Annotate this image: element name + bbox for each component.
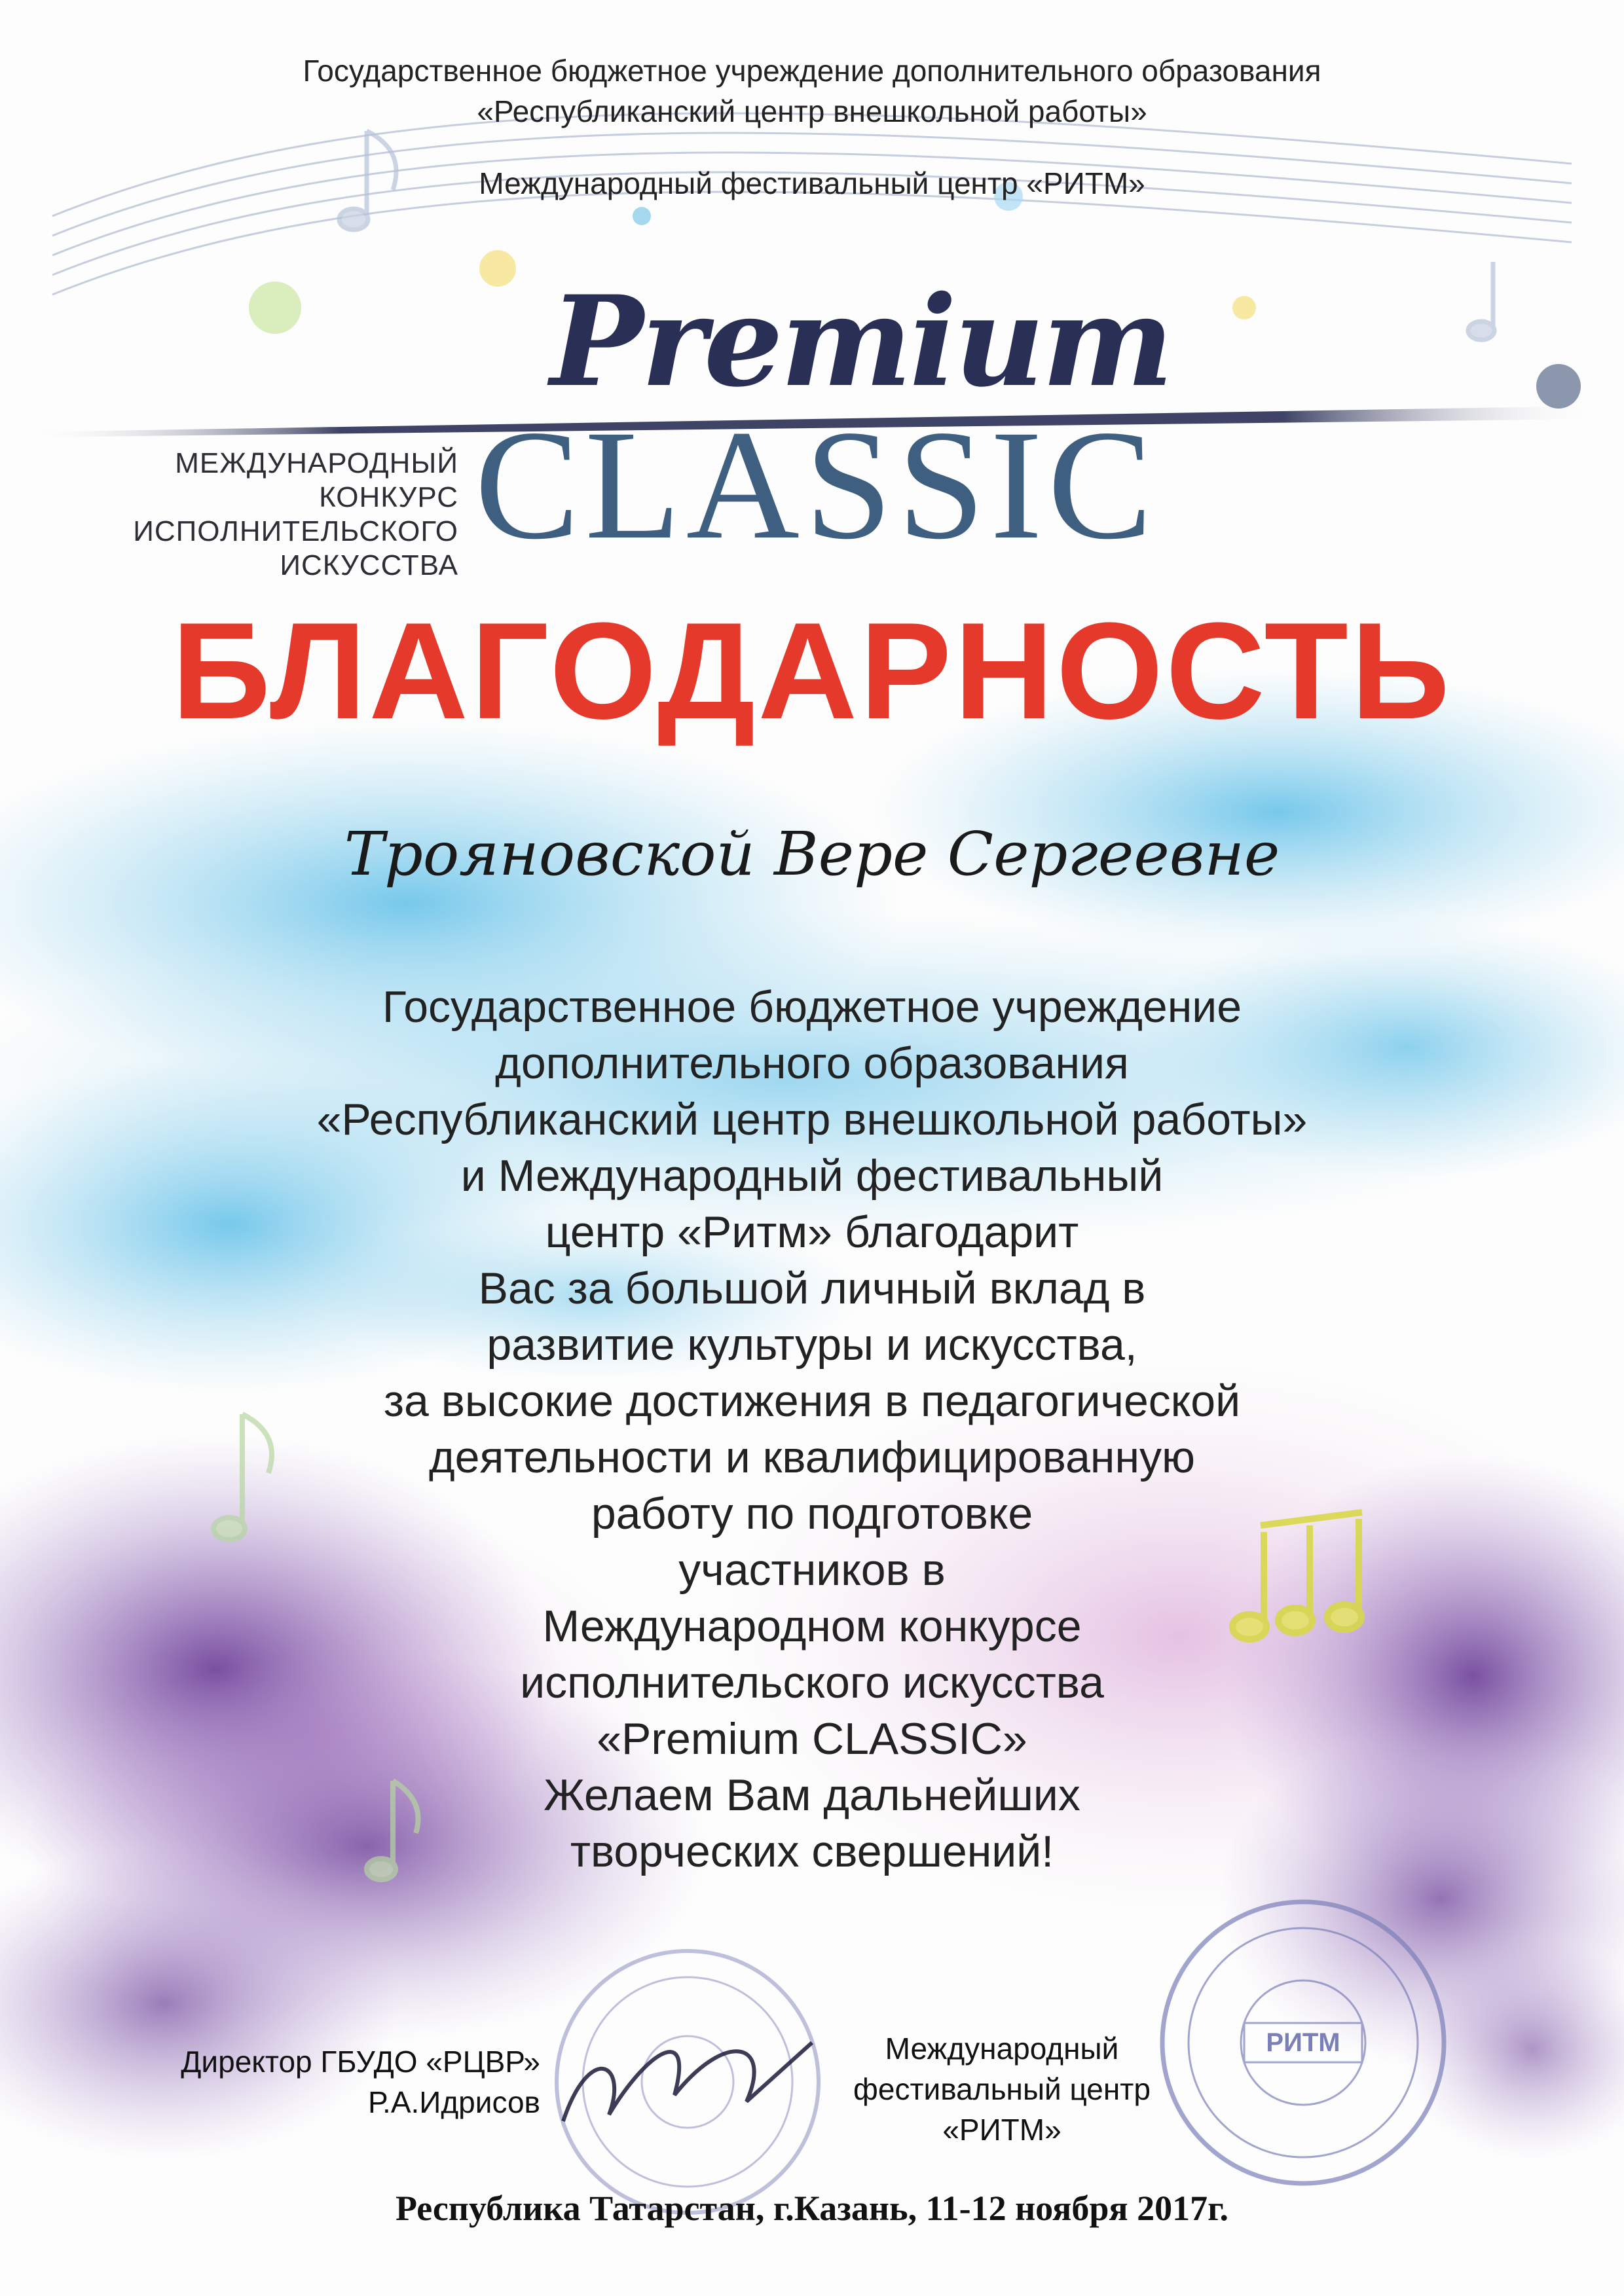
- body-line: Вас за большой личный вклад в: [478, 1264, 1146, 1313]
- contest-caption: [39, 446, 458, 583]
- signature-block-right: [819, 2028, 1185, 2150]
- body-line: участников в: [678, 1545, 946, 1595]
- body-line: «Республиканский центр внешкольной работы»: [316, 1095, 1308, 1144]
- director-role: Директор ГБУДО «РЦВР»: [181, 2045, 540, 2079]
- logo-classic: CLASSIC: [475, 397, 1158, 572]
- header-line-3: Международный фестивальный центр «РИТМ»: [479, 166, 1145, 200]
- contest-caption-line-2: ИСПОЛНИТЕЛЬСКОГО: [133, 515, 458, 547]
- body-line: развитие культуры и искусства,: [487, 1320, 1137, 1370]
- festival-center-line-1: Международный: [885, 2032, 1119, 2066]
- body-line: «Premium CLASSIC»: [597, 1714, 1027, 1764]
- signature-block-left: [141, 2041, 540, 2123]
- body-line: центр «Ритм» благодарит: [545, 1207, 1079, 1257]
- body-line: за высокие достижения в педагогической: [383, 1376, 1241, 1426]
- contest-caption-line-1: МЕЖДУНАРОДНЫЙ КОНКУРС: [175, 447, 458, 513]
- recipient-name: Трояновской Вере Сергеевне: [344, 819, 1280, 889]
- stamp-right-label: РИТМ: [1266, 2028, 1340, 2057]
- body-line: Государственное бюджетное учреждение: [382, 982, 1242, 1032]
- director-name: Р.А.Идрисов: [368, 2085, 540, 2119]
- body-line: творческих свершений!: [570, 1827, 1054, 1876]
- logo-premium: Premium: [550, 268, 1172, 414]
- body-line: Желаем Вам дальнейших: [544, 1770, 1080, 1820]
- header-line-1: Государственное бюджетное учреждение дополнительного образования: [303, 54, 1321, 88]
- footer-location-date: Республика Татарстан, г.Казань, 11-12 ноября 2017г.: [395, 2189, 1229, 2228]
- contest-caption-line-3: ИСКУССТВА: [280, 549, 458, 581]
- body-line: дополнительного образования: [495, 1038, 1129, 1088]
- festival-center-line-3: «РИТМ»: [942, 2113, 1061, 2147]
- signature-scribble: [563, 2043, 812, 2121]
- festival-center-line-2: фестивальный центр: [853, 2072, 1151, 2106]
- body-line: Международном конкурсе: [542, 1601, 1082, 1651]
- certificate-title: БЛАГОДАРНОСТЬ: [172, 594, 1452, 748]
- body-line: исполнительского искусства: [520, 1658, 1104, 1707]
- body-line: и Международный фестивальный: [460, 1151, 1164, 1201]
- body-line: деятельности и квалифицированную: [428, 1432, 1195, 1482]
- body-line: работу по подготовке: [591, 1489, 1033, 1539]
- header-line-2: «Республиканский центр внешкольной работы»: [477, 94, 1147, 128]
- body-text: [0, 979, 1624, 1880]
- music-staff-lines: [52, 113, 1572, 295]
- stamp-right-label-wrap: [1244, 2020, 1362, 2066]
